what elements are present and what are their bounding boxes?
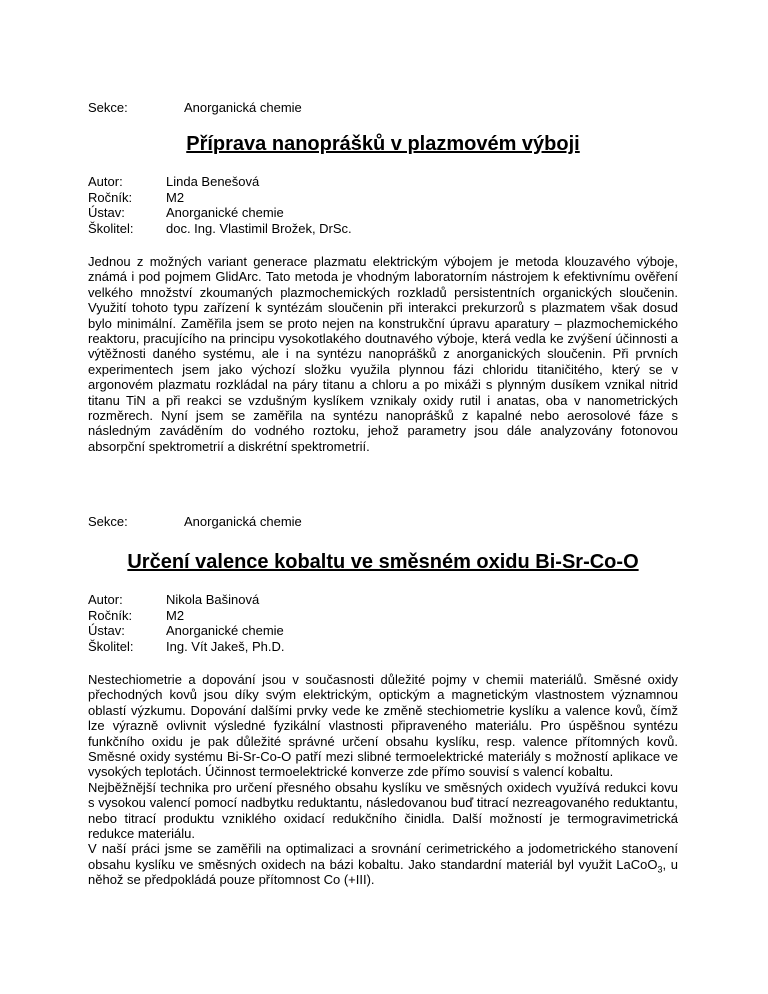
body-paragraph-1: Nestechiometrie a dopování jsou v současnosti důležité pojmy v chemii materiálů. Směsné oxidy přechodných kovů jsou díky svým elektrickým, optickým a magnetickým vlastnostem významnou oblastí výzkumu. Dopování dalšími prvky vede ke změně stechiometrie kyslíku a valence kovů, čímž lze výrazně ovlivnit výsledné fyzikální vlastnosti připraveného materiálu. Pro úspěšnou syntézu funkčního oxidu je pak důležité správné určení obsahu kyslíku, resp. valence přítomných kovů. Směsné oxidy systému Bi-Sr-Co-O patří mezi slibné termoelektrické materiály s možností aplikace ve vysokých teplotách. Účinnost termoelektrické konverze zde přímo souvisí s valencí kobaltu.: [88, 672, 678, 780]
meta-value: Anorganické chemie: [166, 205, 284, 220]
body-paragraph-3: [88, 841, 678, 887]
meta-key: Ročník:: [88, 189, 133, 205]
subscript-3: 3: [657, 864, 663, 875]
meta-row-year: [88, 608, 678, 624]
abstract-paragraph: Jednou z možných variant generace plazmatu elektrickým výbojem je metoda klouzavého výboje, známá i pod pojmem GlidArc. Tato metoda je vhodným laboratorním nástrojem k efektivnímu ověření velkého množství zkoumaných plazmochemických rozkladů persistentních organických sloučenin. Využití tohoto typu zařízení k syntézám sloučenin při interakci prekurzorů s plazmatem však dosud bylo minimální. Zaměřila jsem se proto nejen na konstrukční úpravu aparatury – plazmochemického reaktoru, pracujícího na principu vysokotlakého doutnavého výboje, která vedla ke zvýšení účinnosti a výtěžnosti daného systému, ale i na syntézu nanoprášků z anorganických sloučenin. Při prvních experimentech jsem jako výchozí složku využila plynnou fázi chloridu titaničitého, který se v argonovém plazmatu rozkládal na páry titanu a chloru a po mixáži s plynným dusíkem vznikal nitrid titanu TiN a při reakci se vzdušným kyslíkem vznikaly oxidy rutil i anatas, oba v nanometrických rozměrech. Nyní jsem se zaměřila na syntézu nanoprášků z kapalné nebo aerosolové fáze s následným zaváděním do vodného roztoku, jehož parametry jsou dále analyzovány fotonovou absorpční spektrometrií a diskrétní spektrometrií.: [88, 254, 678, 454]
body-paragraph-2: Nejběžnější technika pro určení přesného obsahu kyslíku ve směsných oxidech využívá redukci kovu s vysokou valencí pomocí nadbytku reduktantu, následovanou buď titrací nezreagovaného reduktantu, nebo titrací produktu vzniklého oxidací redukčního činidla. Další možností je termogravimetrická redukce materiálu.: [88, 779, 678, 842]
section-value: Anorganická chemie: [184, 514, 302, 529]
article-1: [88, 100, 678, 454]
meta-value: Linda Benešová: [166, 174, 260, 189]
paragraph-3-text: V naší práci jsme se zaměřili na optimalizaci a srovnání cerimetrického a jodometrického stanovení obsahu kyslíku ve směsných oxidech na bázi kobaltu. Jako standardní materiál byl využit LaCoO: [88, 841, 678, 872]
meta-key: Školitel:: [88, 220, 134, 236]
paragraph-3-tail: , u něhož se předpokládá pouze přítomnost Co (+III).: [88, 856, 678, 888]
section-value: Anorganická chemie: [184, 100, 302, 115]
article-meta: [88, 592, 678, 654]
article-meta: [88, 174, 678, 236]
section-row: [88, 514, 678, 530]
meta-key: Školitel:: [88, 638, 134, 654]
article-2: [88, 514, 678, 888]
meta-value: Nikola Bašinová: [166, 592, 260, 607]
meta-value: Ing. Vít Jakeš, Ph.D.: [166, 638, 285, 654]
article-body: [88, 672, 678, 888]
meta-key: Autor:: [88, 174, 123, 189]
article-title: Příprava nanoprášků v plazmovém výboji: [186, 133, 580, 155]
meta-value: doc. Ing. Vlastimil Brožek, DrSc.: [166, 220, 352, 236]
meta-row-author: [88, 592, 678, 608]
meta-key: Autor:: [88, 592, 123, 607]
meta-row-year: [88, 190, 678, 206]
meta-value: M2: [166, 607, 185, 623]
meta-key: Ústav:: [88, 205, 125, 220]
section-row: [88, 100, 678, 116]
article-title: Určení valence kobaltu ve směsném oxidu Bi-Sr-Co-O: [127, 551, 639, 573]
meta-key: Ročník:: [88, 607, 133, 623]
meta-row-supervisor: [88, 639, 678, 655]
section-label: Sekce:: [88, 514, 128, 529]
meta-value: M2: [166, 189, 185, 205]
section-label: Sekce:: [88, 100, 128, 115]
meta-row-institute: [88, 205, 678, 221]
meta-key: Ústav:: [88, 623, 125, 638]
meta-value: Anorganické chemie: [166, 623, 284, 638]
meta-row-author: [88, 174, 678, 190]
meta-row-supervisor: [88, 221, 678, 237]
article-abstract: [88, 254, 678, 454]
meta-row-institute: [88, 623, 678, 639]
